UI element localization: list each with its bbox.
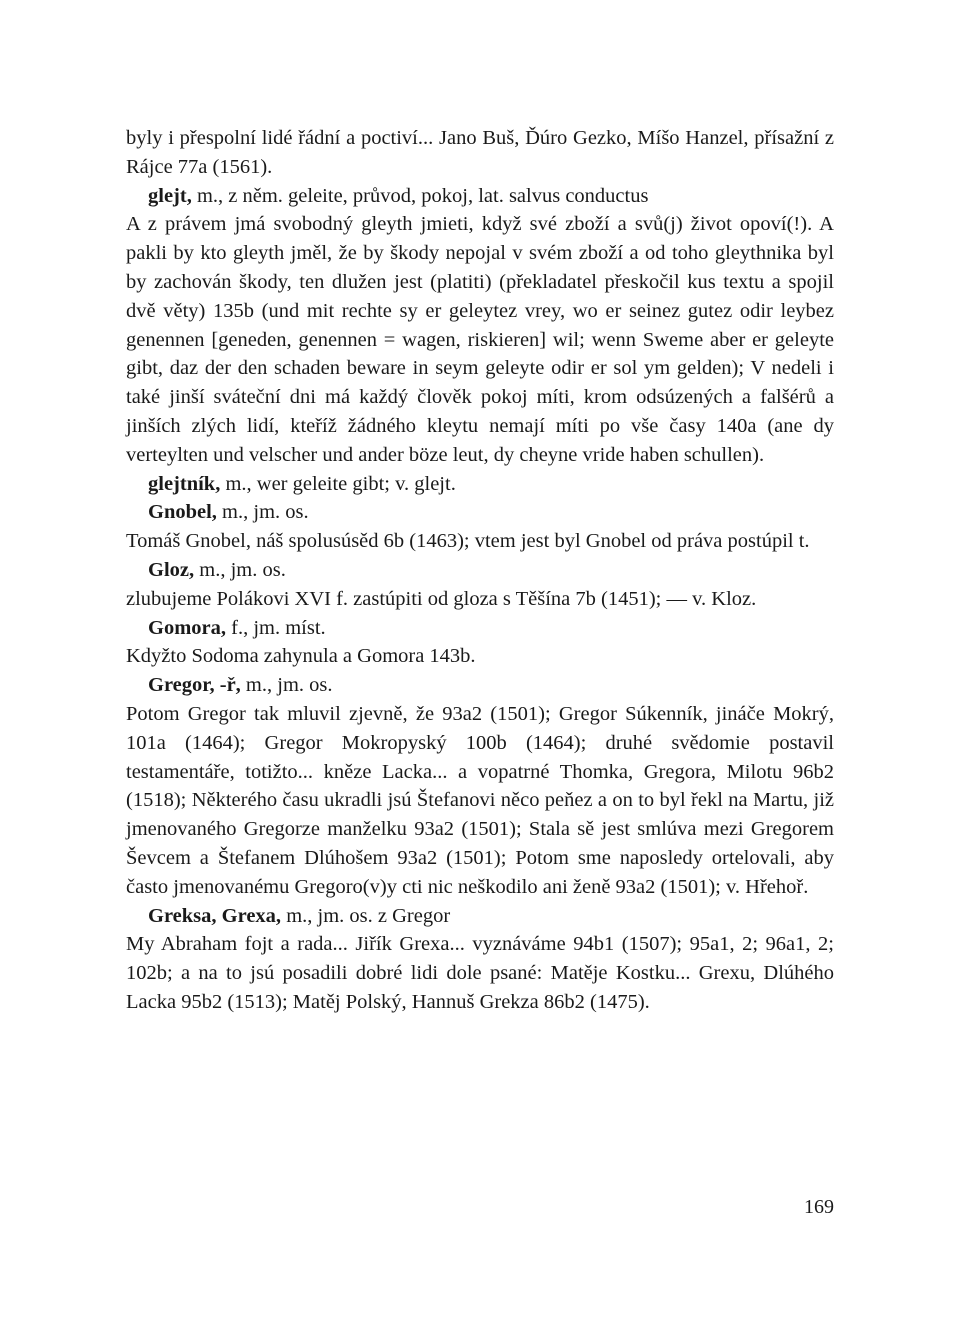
dictionary-page: [126, 124, 834, 1017]
grammar-note: m., jm. os. z Gregor: [281, 904, 451, 927]
headword: Gomora,: [148, 616, 226, 639]
page-number: 169: [804, 1196, 834, 1218]
entry-glejtnik: [126, 470, 834, 499]
grammar-note: f., jm. míst.: [226, 616, 326, 639]
grammar-note: m., jm. os.: [216, 501, 309, 524]
headword: Gloz,: [148, 558, 195, 581]
intro-text: byly i přespolní lidé řádní a poctiví... Jano Buš, Ďúro Gezko, Míšo Hanzel, přísažní z Rájce 77a (1561).: [126, 127, 834, 178]
headword: glejtník,: [148, 472, 221, 495]
headword: Greksa, Grexa,: [148, 904, 282, 927]
entry-head: [126, 902, 834, 931]
entry-text: My Abraham fojt a rada... Jiřík Grexa... vyznáváme 94b1 (1507); 95a1, 2; 96a1, 2; 102b; a na to jsú posadili dobré lidi dole psané: Matěje Kostku... Grexu, Dlúhého Lacka 95b2 (1513); Matěj Polský, Hannuš Grekza 86b2 (1475).: [126, 933, 834, 1013]
headword: glejt,: [148, 184, 192, 207]
intro-paragraph: [126, 124, 834, 182]
entry-head: [126, 671, 834, 700]
entry-gomora: [126, 614, 834, 672]
entry-head: [126, 182, 834, 211]
grammar-note: m., jm. os.: [194, 558, 286, 581]
entry-text: Kdyžto Sodoma zahynula a Gomora 143b.: [126, 645, 476, 668]
entry-gnobel: [126, 498, 834, 556]
entry-greksa: [126, 902, 834, 1017]
entry-text: zlubujeme Polákovi XVI f. zastúpiti od gloza s Těšína 7b (1451); — v. Kloz.: [126, 587, 757, 610]
entry-text: A z právem jmá svobodný gleyth jmieti, když své zboží a svů(j) život opoví(!). A pakli by kto gleyth jměl, že by škody nepojal v svém zboží a od toho gleythnika byl by zachován škody, ten dlužen jest (platiti) (překladatel přeskočil kus textu a spojil dvě věty) 135b (und mit rechte sy er geleytez vrey, wo er seinez gutez odir leybez genennen [geneden, genennen = wagen, riskieren] wil; wenn Sweme aber er geleyte gibt, daz der den schaden beware in seym geleyte odir er sol ym gelden); V nedeli i také jinší sváteční dni má každý člověk pokoj míti, krom odsúzených a falšérů a jinších zlých lidí, kteříž žádného kleytu nemají míti po vše časy 140a (ane dy verteylten und velscher und ander böze leut, dy cheyne vride haben schullen).: [126, 213, 834, 466]
entry-text: Potom Gregor tak mluvil zjevně, že 93a2 (1501); Gregor Súkenník, jináče Mokrý, 101a (1464); Gregor Mokropyský 100b (1464); druhé svědomie postavil testamentáře, totižto... kněze Lacka... a vopatrné Thomka, Gregora, Milotu 96b2 (1518); Některého času ukradli jsú Štefanovi něco peňez a on to byl řekl na Martu, již jmenovaného Gregorze manželku 93a2 (1501); Stala sě jest smlúva mezi Gregorem Ševcem a Štefanem Dlúhošem 93a2 (1501); Potom sme naposledy ortelovali, aby často jmenovanému Gregoro(v)y cti nic neškodilo ani ženě 93a2 (1501); v. Hřehoř.: [126, 702, 834, 898]
entry-gloz: [126, 556, 834, 614]
entry-text: Tomáš Gnobel, náš spolusúsěd 6b (1463); vtem jest byl Gnobel od práva postúpil t.: [126, 530, 810, 553]
headword: Gregor, -ř,: [148, 674, 241, 697]
entry-head: [126, 498, 834, 527]
grammar-note: m., z něm. geleite, průvod, pokoj, lat. salvus conductus: [191, 184, 649, 207]
grammar-note: m., jm. os.: [240, 674, 333, 697]
entry-head: [126, 470, 834, 499]
entry-glejt: [126, 182, 834, 470]
grammar-note: m., wer geleite gibt; v. glejt.: [220, 472, 456, 495]
headword: Gnobel,: [148, 501, 217, 524]
entry-head: [126, 614, 834, 643]
entry-gregor: [126, 671, 834, 901]
entry-head: [126, 556, 834, 585]
